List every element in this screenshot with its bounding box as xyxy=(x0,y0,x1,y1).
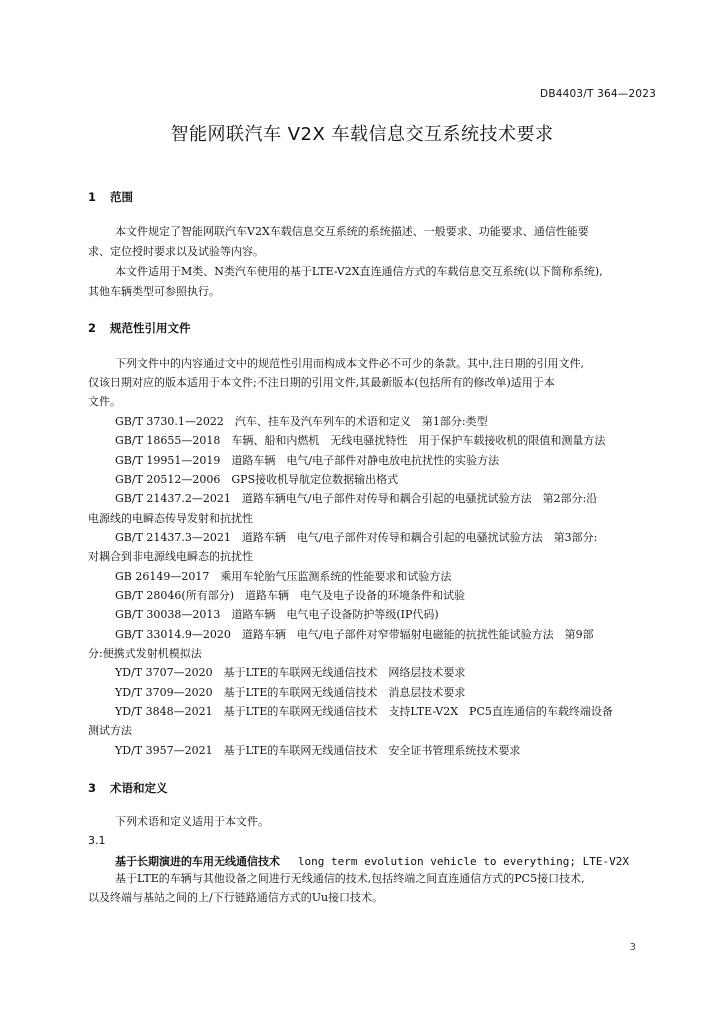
section-heading-terms-definitions xyxy=(88,780,168,796)
paragraph-line: 文件。 xyxy=(88,395,121,408)
reference-item: YD/T 3707—2020 基于LTE的车联网无线通信技术 网络层技术要求 xyxy=(115,666,466,679)
page-number: 3 xyxy=(629,942,636,953)
reference-item: GB/T 21437.2—2021 道路车辆电气/电子部件对传导和耦合引起的电骚扰试验方法 第2部分:沿 xyxy=(115,492,598,505)
paragraph-line: 仅该日期对应的版本适用于本文件;不注日期的引用文件,其最新版本(包括所有的修改单)适用于本 xyxy=(88,376,555,389)
term-chinese: 基于长期演进的车用无线通信技术 xyxy=(115,855,280,868)
paragraph-line: 下列术语和定义适用于本文件。 xyxy=(115,815,269,828)
reference-item: GB/T 33014.9—2020 道路车辆 电气/电子部件对窄带辐射电磁能的抗扰性能试验方法 第9部 xyxy=(115,628,594,641)
reference-item-continuation: 测试方法 xyxy=(88,724,132,737)
reference-item: YD/T 3848—2021 基于LTE的车联网无线通信技术 支持LTE-V2X PC5直连通信的车载终端设备 xyxy=(115,705,613,718)
definition-line: 以及终端与基站之间的上/下行链路通信方式的Uu接口技术。 xyxy=(88,891,384,904)
standard-code: DB4403/T 364—2023 xyxy=(540,88,656,100)
reference-item: GB/T 30038—2013 道路车辆 电气电子设备防护等级(IP代码) xyxy=(115,608,439,621)
term-entry xyxy=(115,853,629,869)
reference-item: GB/T 3730.1—2022 汽车、挂车及汽车列车的术语和定义 第1部分:类型 xyxy=(115,415,488,428)
reference-item: YD/T 3957—2021 基于LTE的车联网无线通信技术 安全证书管理系统技术要求 xyxy=(115,744,521,757)
section-title: 规范性引用文件 xyxy=(110,321,191,335)
reference-item-continuation: 电源线的电瞬态传导发射和抗扰性 xyxy=(88,512,253,525)
paragraph-line: 本文件规定了智能网联汽车V2X车载信息交互系统的系统描述、一般要求、功能要求、通信性能要 xyxy=(115,225,589,238)
section-title: 范围 xyxy=(110,190,134,204)
reference-item: GB/T 28046(所有部分) 道路车辆 电气及电子设备的环境条件和试验 xyxy=(115,589,465,602)
section-number: 3 xyxy=(88,781,97,795)
section-title: 术语和定义 xyxy=(110,781,168,795)
definition-line: 基于LTE的车辆与其他设备之间进行无线通信的技术,包括终端之间直连通信方式的PC5接口技术, xyxy=(115,872,585,885)
paragraph-line: 下列文件中的内容通过文中的规范性引用而构成本文件必不可少的条款。其中,注日期的引用文件, xyxy=(115,357,584,370)
reference-item: YD/T 3709—2020 基于LTE的车联网无线通信技术 消息层技术要求 xyxy=(115,686,466,699)
reference-item: GB/T 19951—2019 道路车辆 电气/电子部件对静电放电抗扰性的实验方法 xyxy=(115,454,500,467)
reference-item-continuation: 对耦合到非电源线电瞬态的抗扰性 xyxy=(88,550,253,563)
term-english: long term evolution vehicle to everything; LTE-V2X xyxy=(297,855,629,868)
section-heading-normative-references xyxy=(88,320,191,336)
reference-item: GB/T 18655—2018 车辆、船和内燃机 无线电骚扰特性 用于保护车载接收机的限值和测量方法 xyxy=(115,434,606,447)
clause-number: 3.1 xyxy=(88,834,106,847)
reference-item: GB/T 20512—2006 GPS接收机导航定位数据输出格式 xyxy=(115,473,399,486)
reference-item: GB/T 21437.3—2021 道路车辆 电气/电子部件对传导和耦合引起的电骚扰试验方法 第3部分: xyxy=(115,531,598,544)
paragraph-line: 其他车辆类型可参照执行。 xyxy=(88,285,220,298)
section-heading-scope xyxy=(88,189,133,205)
section-number: 1 xyxy=(88,190,97,204)
paragraph-line: 本文件适用于M类、N类汽车使用的基于LTE-V2X直连通信方式的车载信息交互系统(以下简称系统), xyxy=(115,265,603,278)
document-title: 智能网联汽车 V2X 车载信息交互系统技术要求 xyxy=(170,124,554,145)
paragraph-line: 求、定位授时要求以及试验等内容。 xyxy=(88,245,264,258)
reference-item: GB 26149—2017 乘用车轮胎气压监测系统的性能要求和试验方法 xyxy=(115,570,452,583)
reference-item-continuation: 分:便携式发射机模拟法 xyxy=(88,647,202,660)
section-number: 2 xyxy=(88,321,97,335)
